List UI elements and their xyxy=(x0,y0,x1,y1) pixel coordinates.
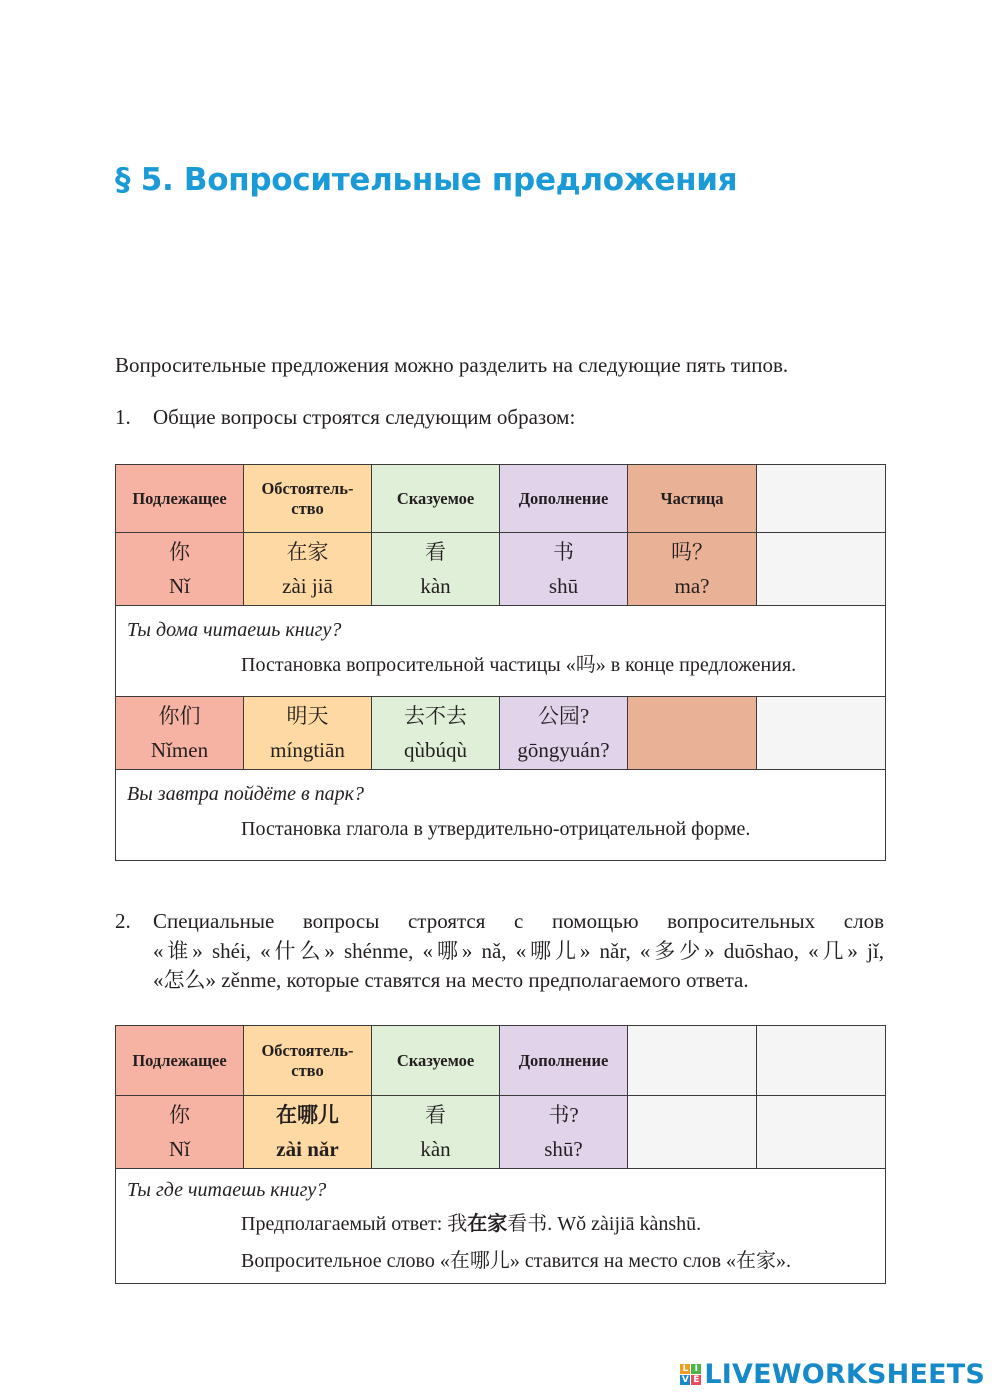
logo-letter: L xyxy=(680,1364,690,1374)
empty-cell xyxy=(757,697,886,770)
cell-pinyin: gōngyuán? xyxy=(517,738,610,762)
brand-name: LIVEWORKSHEETS xyxy=(704,1358,985,1390)
logo-letter: E xyxy=(693,1374,700,1385)
table-row xyxy=(116,1096,886,1169)
cell-hanzi: 看 xyxy=(425,1103,446,1127)
special-questions-table xyxy=(115,1025,886,1284)
explanation-text: Постановка глагола в утвердительно-отрицательной форме. xyxy=(241,818,751,840)
header-adverbial: Обстоятель-ство xyxy=(244,1026,372,1096)
cell-pinyin: zài nǎr xyxy=(276,1137,339,1161)
cell-pinyin: shū? xyxy=(544,1137,583,1161)
table-row xyxy=(116,697,886,770)
explanation-text: Вопросительное слово «在哪儿» ставится на место слов «在家». xyxy=(241,1250,792,1272)
item-1-number: 1. xyxy=(115,405,131,429)
header-predicate: Сказуемое xyxy=(372,1026,500,1096)
cell-hanzi: 明天 xyxy=(286,704,329,728)
cell-pinyin: míngtiān xyxy=(270,738,345,762)
translation-text: Вы завтра пойдёте в парк? xyxy=(127,783,365,805)
translation-text: Ты где читаешь книгу? xyxy=(127,1179,327,1201)
header-empty xyxy=(757,1026,886,1096)
answer-suffix: 看书. Wǒ zàijiā kànshū. xyxy=(507,1213,702,1235)
header-adverbial: Обстоятель-ство xyxy=(244,465,372,533)
cell-hanzi: 书 xyxy=(553,540,574,564)
cell-pinyin: Nǐ xyxy=(169,574,190,598)
cell-hanzi: 你们 xyxy=(158,704,201,728)
item-2-line: «怎么» zěnme, которые ставятся на место предполагаемого ответа. xyxy=(153,968,749,992)
header-particle: Частица xyxy=(628,465,757,533)
table-note-row xyxy=(116,606,886,697)
empty-cell xyxy=(628,1096,757,1169)
cell-hanzi: 你 xyxy=(169,540,190,564)
general-questions-table xyxy=(115,464,886,861)
logo-letter: V xyxy=(681,1374,689,1385)
empty-cell xyxy=(757,1096,886,1169)
table-header-row xyxy=(116,1026,886,1096)
cell-pinyin: kàn xyxy=(420,574,451,598)
answer-highlight: 在家 xyxy=(467,1213,508,1235)
cell-pinyin: Nǐ xyxy=(169,1137,190,1161)
explanation-text: Постановка вопросительной частицы «吗» в конце предложения. xyxy=(241,654,797,676)
header-subject: Подлежащее xyxy=(116,1026,244,1096)
table-note-row xyxy=(116,770,886,861)
logo-letter: I xyxy=(691,1364,701,1374)
header-object: Дополнение xyxy=(500,1026,628,1096)
answer-text xyxy=(116,1202,885,1236)
cell-pinyin: shū xyxy=(548,574,579,598)
cell-hanzi: 你 xyxy=(169,1103,190,1127)
cell-pinyin: kàn xyxy=(420,1137,451,1161)
header-predicate: Сказуемое xyxy=(372,465,500,533)
item-2-line: Специальные вопросы строятся с помощью вопросительных слов xyxy=(153,909,884,933)
cell-pinyin: ma? xyxy=(674,574,710,598)
translation-text: Ты дома читаешь книгу? xyxy=(127,619,342,641)
cell-hanzi: 吗？ xyxy=(671,540,713,564)
cell-hanzi: 去不去 xyxy=(404,704,467,728)
page-title: § 5. Вопросительные предложения xyxy=(115,162,738,198)
item-2-text xyxy=(153,907,884,996)
cell-pinyin: qùbúqù xyxy=(404,738,467,762)
liveworksheets-logo xyxy=(680,1357,985,1391)
header-subject: Подлежащее xyxy=(116,465,244,533)
empty-cell xyxy=(628,697,757,770)
intro-paragraph: Вопросительные предложения можно разделить на следующие пять типов. xyxy=(115,353,789,377)
cell-hanzi: 在哪儿 xyxy=(276,1103,339,1127)
answer-prefix: Предполагаемый ответ: 我 xyxy=(241,1213,468,1235)
logo-mark-icon xyxy=(680,1364,701,1385)
empty-cell xyxy=(757,533,886,606)
cell-pinyin: zài jiā xyxy=(282,574,333,598)
header-empty xyxy=(757,465,886,533)
header-object: Дополнение xyxy=(500,465,628,533)
cell-pinyin: Nǐmen xyxy=(150,738,209,762)
table-note-row xyxy=(116,1169,886,1284)
cell-hanzi: 公园? xyxy=(537,704,590,728)
item-2-line: «谁» shéi, «什么» shénme, «哪» nǎ, «哪儿» nǎr, «多少» duōshao, «几» jǐ, xyxy=(153,938,884,963)
table-header-row xyxy=(116,465,886,533)
item-1-text: Общие вопросы строятся следующим образом: xyxy=(153,405,576,429)
cell-hanzi: 在家 xyxy=(286,540,329,564)
cell-hanzi: 看 xyxy=(425,540,446,564)
item-2-number: 2. xyxy=(115,909,131,933)
cell-hanzi: 书? xyxy=(548,1103,579,1127)
table-row xyxy=(116,533,886,606)
header-empty xyxy=(628,1026,757,1096)
